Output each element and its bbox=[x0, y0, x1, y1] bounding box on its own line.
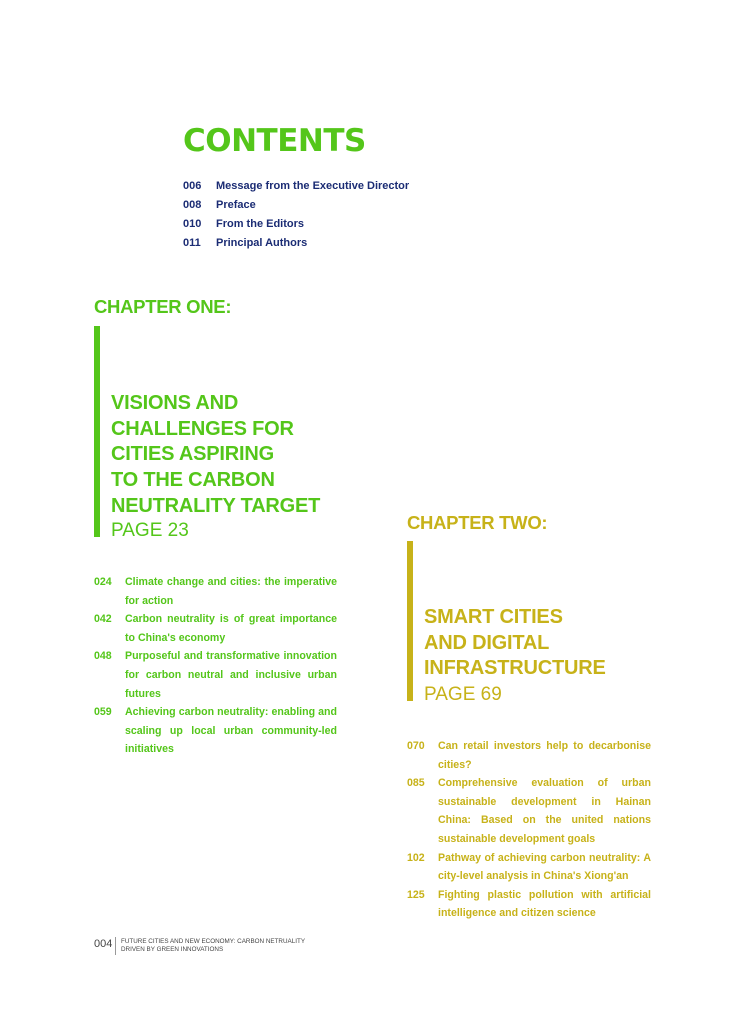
chapter-title-line: TO THE CARBON bbox=[111, 469, 275, 492]
entry-title: Fighting plastic pollution with artificial intelligence and citizen science bbox=[438, 888, 651, 920]
front-matter-item[interactable] bbox=[183, 234, 409, 253]
front-matter-item[interactable] bbox=[183, 176, 409, 195]
chapter-one-heading: CHAPTER ONE: bbox=[94, 296, 232, 317]
chapter-one-page-ref: PAGE 23 bbox=[111, 520, 189, 541]
entry-page-number: 042 bbox=[94, 613, 112, 626]
entry-title: From the Editors bbox=[216, 217, 305, 230]
toc-entry[interactable] bbox=[407, 849, 651, 886]
chapter-two-page-ref: PAGE 69 bbox=[424, 684, 502, 705]
front-matter-list bbox=[183, 176, 409, 253]
chapter-title-line: VISIONS AND bbox=[111, 392, 239, 414]
footer-book-title bbox=[121, 938, 321, 954]
entry-page-number: 008 bbox=[183, 198, 202, 211]
entry-page-number: 070 bbox=[407, 740, 425, 752]
chapter-title-line: INFRASTRUCTURE bbox=[424, 657, 606, 680]
chapter-one-entries bbox=[94, 573, 337, 759]
chapter-title-line: NEUTRALITY TARGET bbox=[111, 494, 321, 517]
chapter-title-line: SMART CITIES bbox=[424, 606, 563, 628]
entry-title: Climate change and cities: the imperative for action bbox=[125, 576, 337, 607]
entry-title: Comprehensive evaluation of urban sustainable development in Hainan China: Based on the united nations sustainable development goals bbox=[438, 777, 651, 845]
entry-page-number: 048 bbox=[94, 650, 112, 663]
entry-page-number: 010 bbox=[183, 217, 202, 230]
entry-title: Pathway of achieving carbon neutrality: A city-level analysis in China's Xiong'an bbox=[438, 851, 651, 883]
entry-page-number: 125 bbox=[407, 888, 425, 901]
entry-title: Can retail investors help to decarbonise cities? bbox=[438, 740, 651, 771]
toc-entry[interactable] bbox=[407, 774, 651, 848]
chapter-title-line: AND DIGITAL bbox=[424, 631, 550, 654]
chapter-two-heading: CHAPTER TWO: bbox=[407, 512, 548, 533]
entry-page-number: 102 bbox=[407, 851, 425, 864]
footer-divider bbox=[115, 937, 116, 955]
chapter-two-entries bbox=[407, 737, 651, 923]
toc-entry[interactable] bbox=[94, 610, 337, 647]
footer-book-title-line: DRIVEN BY GREEN INNOVATIONS bbox=[121, 946, 224, 953]
entry-page-number: 059 bbox=[94, 706, 112, 719]
entry-title: Message from the Executive Director bbox=[216, 179, 410, 192]
footer-book-title-line: FUTURE CITIES AND NEW ECONOMY: CARBON NETRUALITY bbox=[121, 938, 306, 945]
chapter-title-line: CHALLENGES FOR bbox=[111, 417, 294, 440]
chapter-two-title[interactable] bbox=[424, 605, 684, 682]
chapter-one-title[interactable] bbox=[111, 391, 371, 520]
chapter-one-accent-bar bbox=[94, 326, 100, 537]
entry-title: Principal Authors bbox=[216, 237, 308, 250]
chapter-two-accent-bar bbox=[407, 541, 413, 701]
entry-title: Achieving carbon neutrality: enabling and scaling up local urban community-led initiatives bbox=[125, 706, 337, 756]
toc-entry[interactable] bbox=[407, 737, 651, 774]
entry-page-number: 085 bbox=[407, 777, 425, 790]
toc-entry[interactable] bbox=[94, 647, 337, 703]
front-matter-item[interactable] bbox=[183, 195, 409, 214]
entry-title: Purposeful and transformative innovation for carbon neutral and inclusive urban futures bbox=[125, 650, 337, 700]
entry-page-number: 024 bbox=[94, 576, 112, 588]
entry-page-number: 011 bbox=[183, 237, 201, 250]
front-matter-item[interactable] bbox=[183, 214, 409, 233]
entry-title: Carbon neutrality is of great importance to China's economy bbox=[125, 613, 337, 644]
entry-page-number: 006 bbox=[183, 179, 202, 192]
toc-entry[interactable] bbox=[94, 703, 337, 759]
contents-title: CONTENTS bbox=[183, 123, 366, 159]
toc-entry[interactable] bbox=[94, 573, 337, 610]
chapter-title-line: CITIES ASPIRING bbox=[111, 443, 274, 466]
entry-title: Preface bbox=[216, 198, 256, 211]
footer-page-number: 004 bbox=[94, 938, 113, 950]
toc-entry[interactable] bbox=[407, 886, 651, 923]
